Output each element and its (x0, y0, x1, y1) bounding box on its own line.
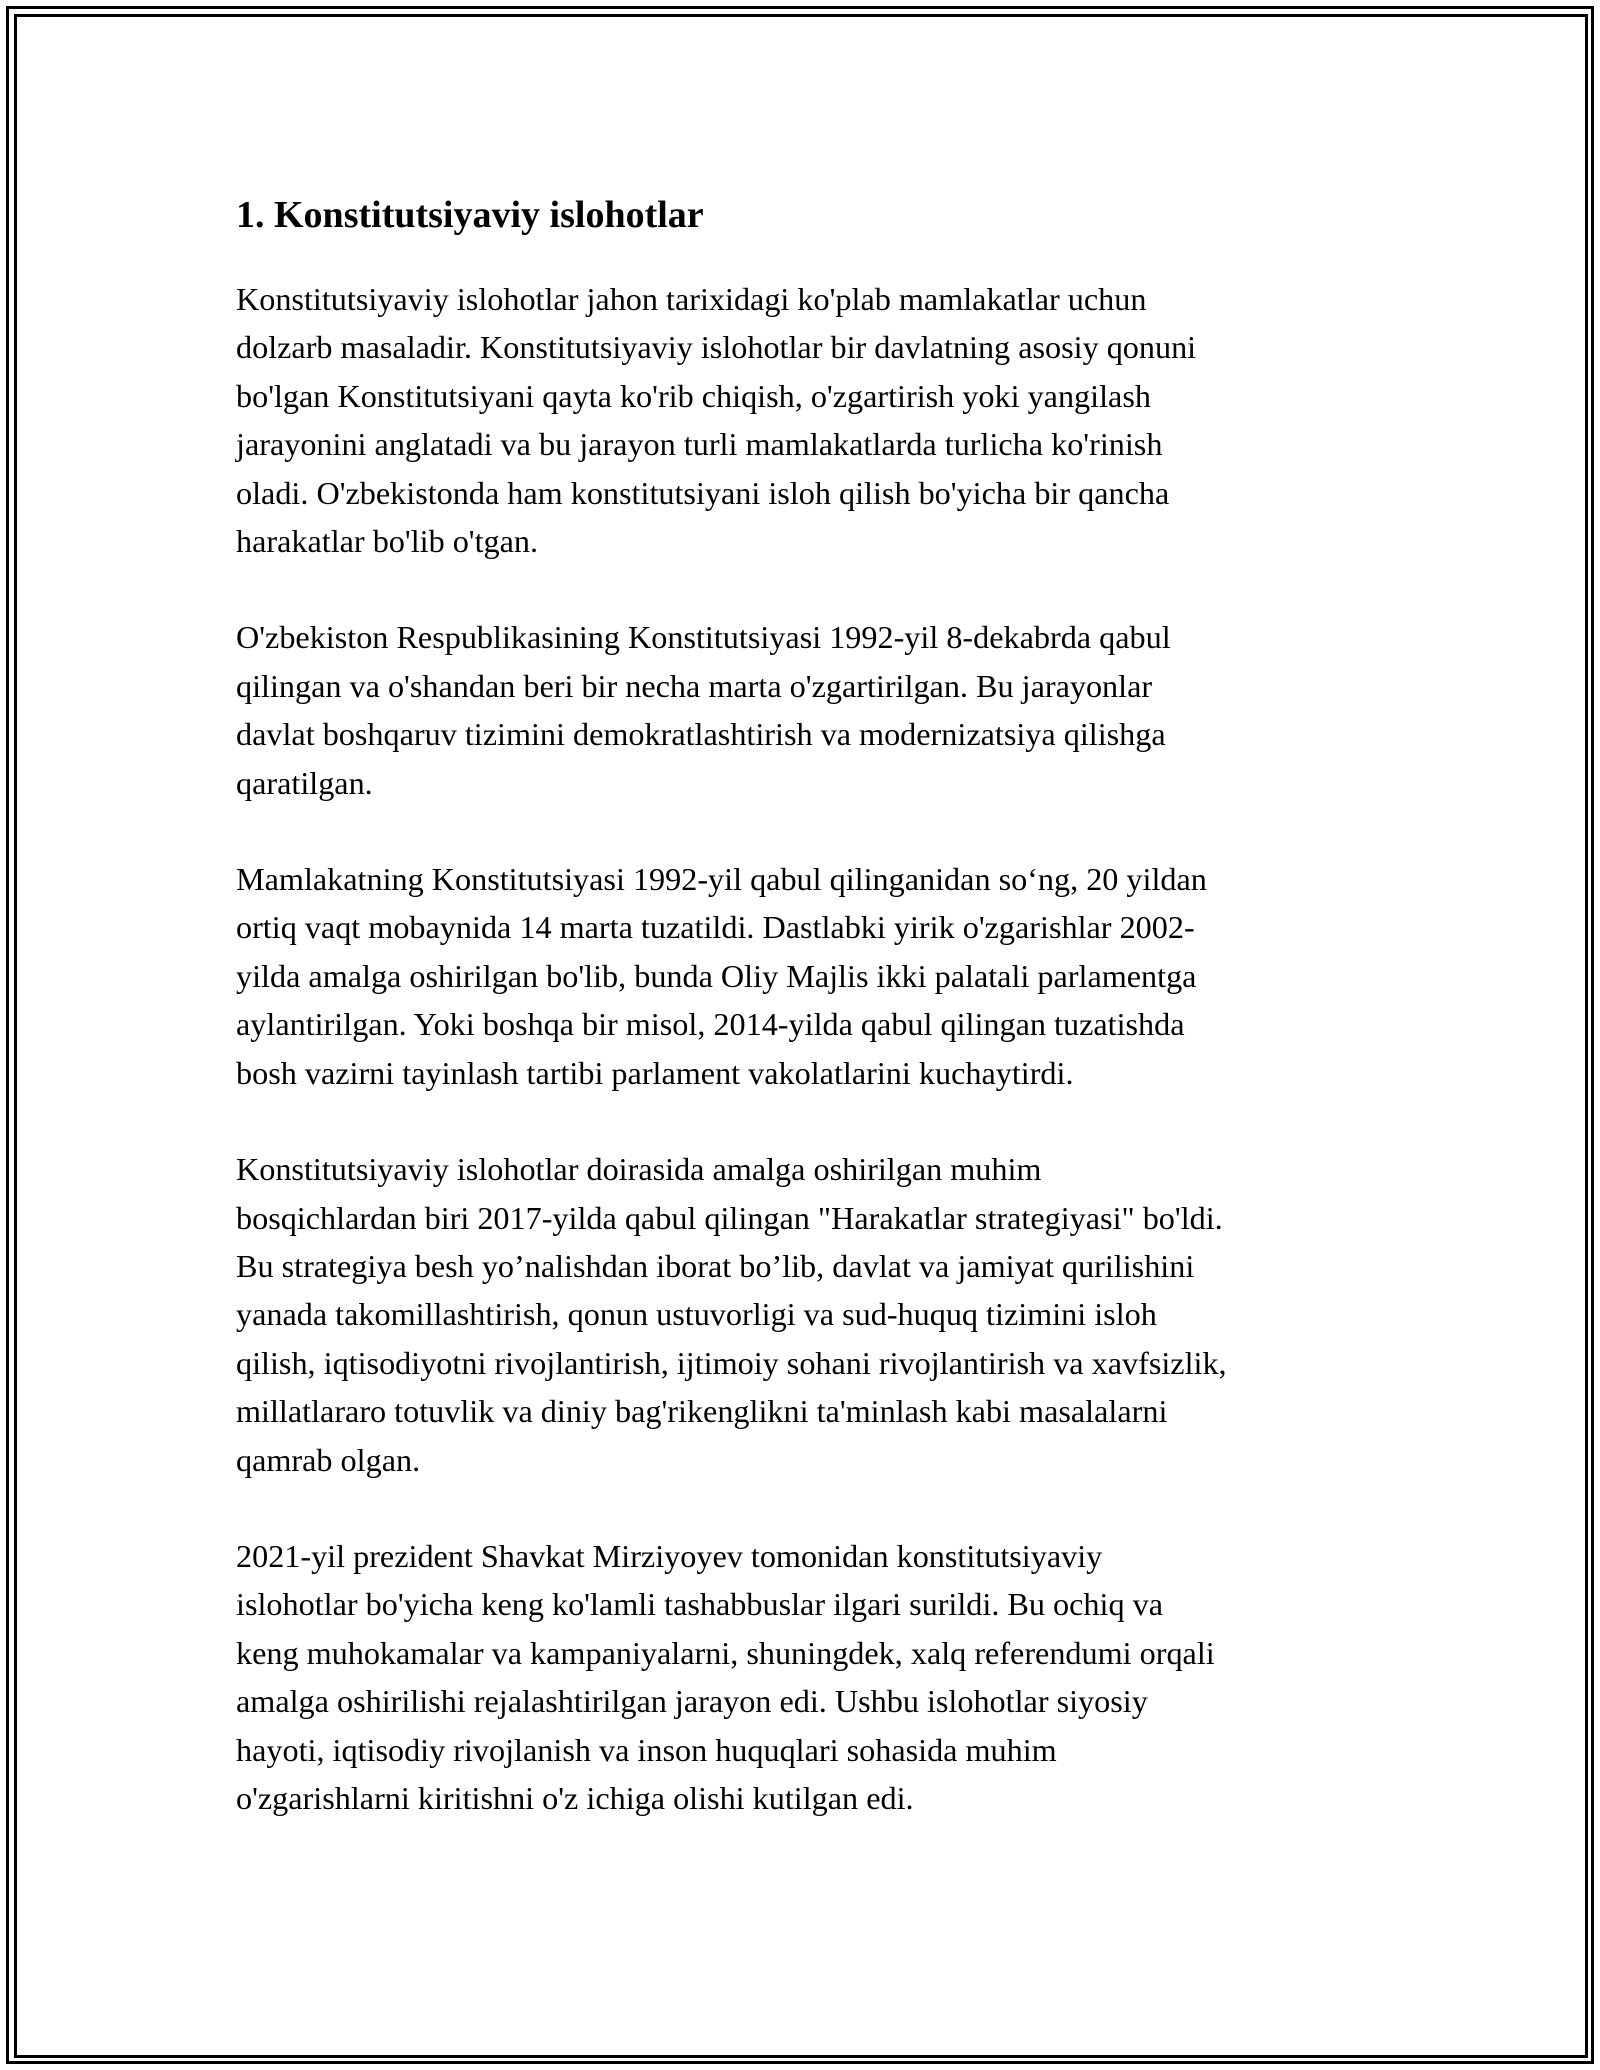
paragraph-5 (236, 1532, 1366, 1822)
text-line: Bu strategiya besh yo’nalishdan iborat bo’lib, davlat va jamiyat qurilishini (236, 1247, 1195, 1284)
document-body (236, 187, 1366, 1870)
paragraph-4 (236, 1145, 1366, 1484)
text-line: Konstitutsiyaviy islohotlar doirasida amalga oshirilgan muhim (236, 1151, 1042, 1188)
text-line: jarayonini anglatadi va bu jarayon turli mamlakatlarda turlicha ko'rinish (236, 426, 1163, 463)
text-line: harakatlar bo'lib o'tgan. (236, 523, 539, 560)
text-line: Mamlakatning Konstitutsiyasi 1992-yil qabul qilinganidan so‘ng, 20 yildan (236, 861, 1207, 898)
text-line: dolzarb masaladir. Konstitutsiyaviy islohotlar bir davlatning asosiy qonuni (236, 329, 1197, 366)
paragraph-2 (236, 613, 1366, 807)
text-line: 2021-yil prezident Shavkat Mirziyoyev tomonidan konstitutsiyaviy (236, 1537, 1103, 1574)
text-line: amalga oshirilishi rejalashtirilgan jarayon edi. Ushbu islohotlar siyosiy (236, 1683, 1148, 1720)
text-line: davlat boshqaruv tizimini demokratlashtirish va modernizatsiya qilishga (236, 716, 1166, 753)
paragraph-3 (236, 855, 1366, 1097)
text-line: qamrab olgan. (236, 1441, 421, 1478)
text-line: O'zbekiston Respublikasining Konstitutsiyasi 1992-yil 8-dekabrda qabul (236, 619, 1171, 656)
text-line: qaratilgan. (236, 764, 373, 801)
text-line: qilingan va o'shandan beri bir necha marta o'zgartirilgan. Bu jarayonlar (236, 667, 1153, 704)
text-line: hayoti, iqtisodiy rivojlanish va inson huquqlari sohasida muhim (236, 1731, 1057, 1768)
text-line: Konstitutsiyaviy islohotlar jahon tarixidagi ko'plab mamlakatlar uchun (236, 281, 1147, 317)
text-line: keng muhokamalar va kampaniyalarni, shuningdek, xalq referendumi orqali (236, 1634, 1215, 1671)
text-line: bosqichlardan biri 2017-yilda qabul qilingan "Harakatlar strategiyasi" bo'ldi. (236, 1199, 1223, 1236)
text-line: bosh vazirni tayinlash tartibi parlament vakolatlarini kuchaytirdi. (236, 1054, 1074, 1091)
text-line: bo'lgan Konstitutsiyani qayta ko'rib chiqish, o'zgartirish yoki yangilash (236, 377, 1151, 414)
text-line: o'zgarishlarni kiritishni o'z ichiga olishi kutilgan edi. (236, 1779, 914, 1816)
text-line: islohotlar bo'yicha keng ko'lamli tashabbuslar ilgari surildi. Bu ochiq va (236, 1586, 1163, 1623)
section-heading: 1. Konstitutsiyaviy islohotlar (236, 194, 704, 236)
text-line: ortiq vaqt mobaynida 14 marta tuzatildi. Dastlabki yirik o'zgarishlar 2002- (236, 909, 1195, 946)
text-line: millatlararo totuvlik va diniy bag'rikenglikni ta'minlash kabi masalalarni (236, 1393, 1168, 1430)
text-line: yanada takomillashtirish, qonun ustuvorligi va sud-huquq tizimini isloh (236, 1296, 1157, 1333)
text-line: oladi. O'zbekistonda ham konstitutsiyani isloh qilish bo'yicha bir qancha (236, 474, 1170, 511)
text-line: qilish, iqtisodiyotni rivojlantirish, ijtimoiy sohani rivojlantirish va xavfsizlik, (236, 1344, 1227, 1381)
text-line: yilda amalga oshirilgan bo'lib, bunda Oliy Majlis ikki palatali parlamentga (236, 957, 1197, 994)
paragraph-1 (236, 275, 1366, 565)
text-line: aylantirilgan. Yoki boshqa bir misol, 2014-yilda qabul qilingan tuzatishda (236, 1006, 1185, 1043)
